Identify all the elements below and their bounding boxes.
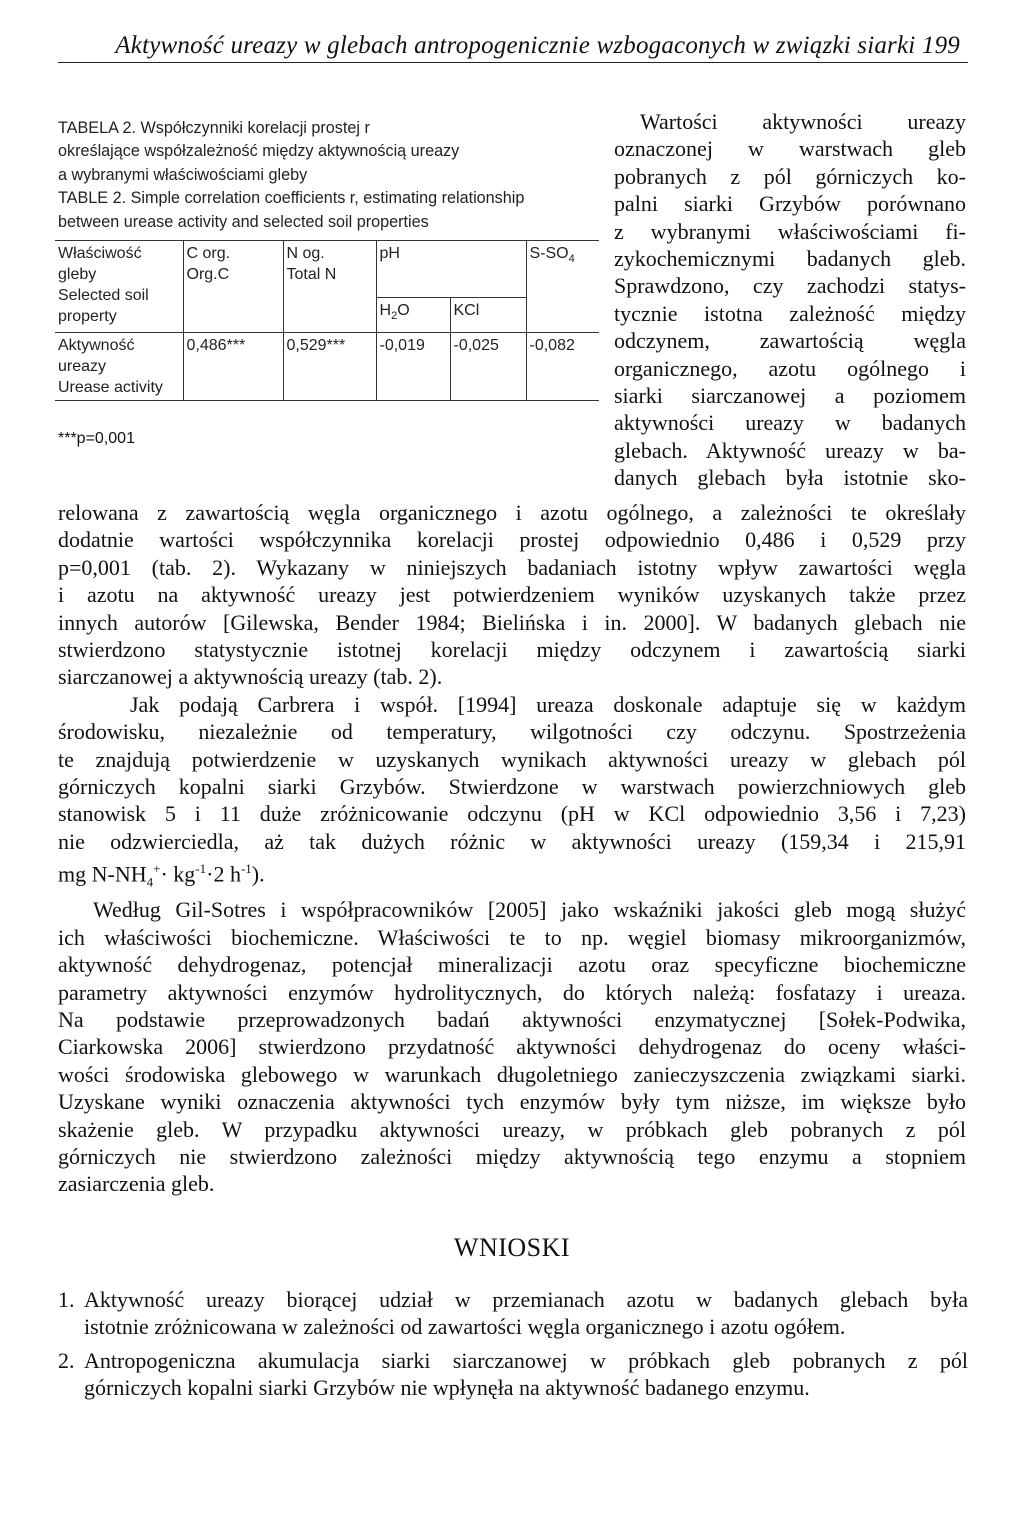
value-ph-h2o: -0,019 bbox=[376, 333, 450, 401]
caption-pl-line: a wybranymi właściwościami gleby bbox=[58, 165, 308, 184]
row-label-cell: Aktywność ureazy Urease activity bbox=[55, 333, 183, 401]
body-line: dodatnie wartości współczynnika korelacji prostej odpowiednio 0,486 i 0,529 przy bbox=[58, 527, 966, 553]
body-line: relowana z zawartością węgla organicznego i azotu ogólnego, a zależności te określały bbox=[58, 500, 966, 525]
side-paragraph-line: aktywności ureazy w badanych bbox=[614, 410, 966, 436]
side-paragraph-line: Wartości aktywności ureazy bbox=[640, 109, 966, 134]
header-cell-nog: N og. Total N bbox=[283, 241, 376, 333]
section-title: WNIOSKI bbox=[453, 1233, 571, 1262]
side-paragraph-line: pobranych z pól górniczych ko- bbox=[614, 163, 966, 189]
body-line: innych autorów [Gilewska, Bender 1984; Bielińska i in. 2000]. W badanych glebach nie bbox=[58, 609, 966, 635]
header-cell-sso4 bbox=[526, 241, 599, 333]
side-paragraph-line: oznaczonej w warstwach gleb bbox=[614, 136, 966, 162]
body-line: ich właściwości biochemiczne. Właściwości te to np. węgiel biomasy mikroorganizmów, bbox=[58, 924, 966, 950]
body-line: parametry aktywności enzymów hydrolitycznych, do których należą: fosfatazy i ureaza. bbox=[58, 979, 966, 1005]
body-line: stanowisk 5 i 11 duże zróżnicowanie odczynu (pH w KCl odpowiednio 3,56 i 7,23) bbox=[58, 801, 966, 827]
side-paragraph-line: glebach. Aktywność ureazy w ba- bbox=[614, 437, 966, 463]
value-nog: 0,529*** bbox=[283, 333, 376, 401]
running-header bbox=[58, 28, 968, 63]
body-line: siarczanowej a aktywnością ureazy (tab. 2). bbox=[58, 664, 443, 690]
header-cell-property: Właściwość gleby Selected soil property bbox=[55, 241, 183, 333]
body-paragraphs bbox=[58, 499, 966, 1198]
table-row bbox=[55, 333, 599, 401]
sso4-label: $S-SO_4$ bbox=[529, 245, 575, 266]
side-paragraph-line: z wybranymi właściwościami fi- bbox=[614, 218, 966, 244]
header-cell-ph: pH bbox=[376, 241, 526, 298]
value-sso4: -0,082 bbox=[526, 333, 599, 401]
running-title: Aktywność ureazy w glebach antropogenicznie wzbogaconych w związki siarki bbox=[115, 32, 922, 59]
conclusion-line: istotnie zróżnicowana w zależności od zawartości węgla organicznego i azotu ogółem. bbox=[84, 1314, 846, 1340]
header-cell-kcl: KCl bbox=[450, 298, 526, 333]
header-cell-corg: C org. Org.C bbox=[183, 241, 283, 333]
body-line: Uzyskane wyniki oznaczenia aktywności tych enzymów były tym niższe, im większe było bbox=[58, 1089, 966, 1115]
header-cell-h2o: $H_2O$ bbox=[376, 298, 450, 333]
body-line: zasiarczenia gleb. bbox=[58, 1171, 215, 1197]
side-paragraph-line: palni siarki Grzybów porównano bbox=[614, 191, 966, 217]
value-corg: 0,486*** bbox=[183, 333, 283, 401]
body-line: Na podstawie przeprowadzonych badań aktywności enzymatycznej [Sołek-Podwika, bbox=[58, 1007, 966, 1033]
side-paragraph-line: danych glebach była istotnie sko- bbox=[614, 465, 966, 491]
side-paragraph-line: organicznego, azotu ogólnego i bbox=[614, 355, 966, 381]
table-footnote: ***p=0,001 bbox=[58, 430, 135, 447]
conclusion-line: Antropogeniczna akumulacja siarki siarczanowej w próbkach gleb pobranych z pól bbox=[84, 1347, 968, 1373]
conclusion-number: 1. bbox=[58, 1287, 75, 1312]
body-line: Według Gil-Sotres i współpracowników [2005] jako wskaźniki jakości gleb mogą służyć bbox=[93, 897, 966, 923]
body-line: p=0,001 (tab. 2). Wykazany w niniejszych badaniach istotny wpływ zawartości węgla bbox=[58, 554, 966, 580]
caption-pl-line: określające współzależność między aktywnością ureazy bbox=[58, 142, 460, 161]
table-caption bbox=[58, 117, 603, 234]
body-line: i azotu na aktywność ureazy jest potwierdzeniem wyników uzyskanych także przez bbox=[58, 582, 966, 608]
body-line: górniczych nie stwierdzono zależności między aktywnością tego enzymu a stopniem bbox=[58, 1144, 966, 1170]
body-line: aktywność dehydrogenaz, potencjał mineralizacji azotu oraz specyficzne biochemiczne bbox=[58, 952, 966, 978]
side-paragraph bbox=[614, 108, 966, 492]
conclusion-number: 2. bbox=[58, 1347, 75, 1373]
side-paragraph-line: tycznie istotna zależność między bbox=[614, 300, 966, 326]
conclusion-line: Aktywność ureazy biorącej udział w przemianach azotu w badanych glebach była bbox=[84, 1287, 968, 1312]
body-line: Jak podają Carbrera i współ. [1994] ureaza doskonale adaptuje się w każdym bbox=[130, 691, 966, 717]
body-line: środowisku, niezależnie od temperatury, wilgotności czy odczynu. Spostrzeżenia bbox=[58, 719, 966, 745]
conclusions-list bbox=[58, 1286, 968, 1408]
body-line: Ciarkowska 2006] stwierdzono przydatność aktywności dehydrogenaz do oceny właści- bbox=[58, 1034, 966, 1060]
body-line: wości środowiska glebowego w warunkach długoletniego zanieczyszczenia związkami siarki. bbox=[58, 1061, 966, 1087]
conclusion-line: górniczych kopalni siarki Grzybów nie wpłynęła na aktywność badanego enzymu. bbox=[84, 1375, 810, 1401]
side-paragraph-line: Sprawdzono, czy zachodzi statys- bbox=[614, 273, 966, 299]
page-number: 199 bbox=[921, 32, 960, 59]
body-line: górniczych kopalni siarki Grzybów. Stwierdzone w warstwach powierzchniowych gleb bbox=[58, 774, 966, 800]
caption-en-line: TABLE 2. Simple correlation coefficients r, estimating relationship bbox=[58, 189, 525, 208]
body-line: stwierdzono statystycznie istotnej korelacji między odczynem i zawartością siarki bbox=[58, 637, 966, 663]
body-line: te znajdują potwierdzenie w uzyskanych wynikach aktywności ureazy w glebach pól bbox=[58, 746, 966, 772]
side-paragraph-line: zykochemicznymi badanych gleb. bbox=[614, 246, 966, 272]
caption-pl-line: TABELA 2. Współczynniki korelacji prostej r bbox=[58, 119, 370, 137]
conclusion-item bbox=[58, 1347, 968, 1402]
running-header-text bbox=[115, 32, 960, 60]
table-header-row bbox=[55, 241, 599, 298]
body-line: skażenie gleb. W przypadku aktywności ureazy, w próbkach gleb pobranych z pól bbox=[58, 1116, 966, 1142]
body-line: nie odzwierciedla, aż tak dużych różnic w aktywności ureazy (159,34 i 215,91 bbox=[58, 828, 966, 854]
conclusion-item bbox=[58, 1286, 968, 1341]
side-paragraph-line: siarki siarczanowej a poziomem bbox=[614, 383, 966, 409]
correlation-table bbox=[55, 240, 599, 401]
value-ph-kcl: -0,025 bbox=[450, 333, 526, 401]
side-paragraph-line: odczynem, zawartością węgla bbox=[614, 328, 966, 354]
caption-en-line: between urease activity and selected soil properties bbox=[58, 212, 429, 231]
body-line: mg $N-NH_4^+\cdot kg^{-1}\cdot 2$ $h^{-1}$). bbox=[58, 861, 265, 890]
